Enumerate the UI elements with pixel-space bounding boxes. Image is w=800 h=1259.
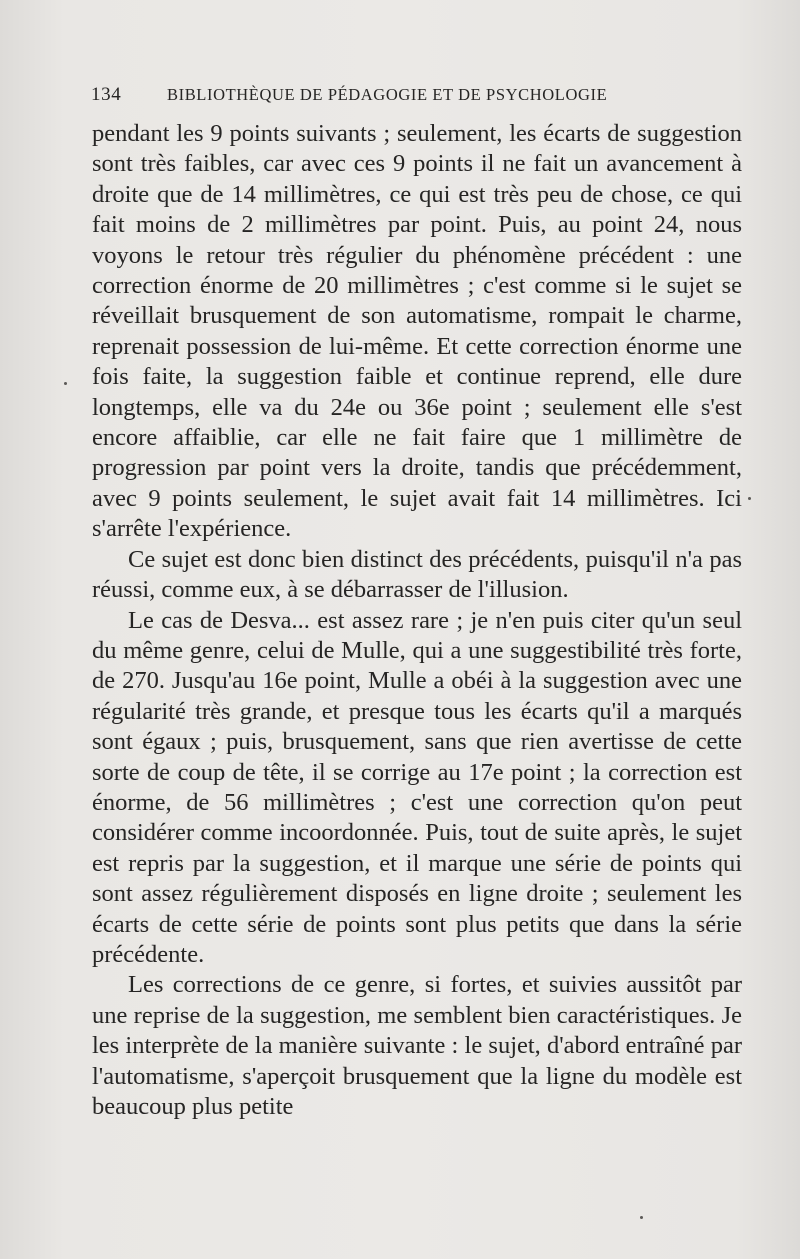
paragraph: Ce sujet est donc bien distinct des précédents, puisqu'il n'a pas réussi, comme eux, à se débarrasser de l'illusion. <box>92 545 742 604</box>
page-header <box>91 84 751 112</box>
page-number: 134 <box>91 84 122 105</box>
paper-speck <box>640 1216 643 1219</box>
paper-speck <box>64 382 67 385</box>
body-text <box>92 119 742 1122</box>
paper-speck <box>748 497 751 500</box>
paragraph: Les corrections de ce genre, si fortes, et suivies aussitôt par une reprise de la suggestion, me semblent bien caractéristiques. Je les interprète de la manière suivante : le sujet, d'abord entraîné par l'automatisme, s'aperçoit brusquement que la ligne du modèle est beaucoup plus petite <box>92 971 742 1120</box>
paragraph-continued: pendant les 9 points suivants ; seulement, les écarts de suggestion sont très faibles, car avec ces 9 points il ne fait un avancement à droite que de 14 millimètres, ce qui est très peu de chose, ce qui fait moins de 2 millimètres par point. Puis, au point 24, nous voyons le retour très régulier du phénomène précédent : une correction énorme de 20 millimètres ; c'est comme si le sujet se réveillait brusquement de son automatisme, rompait le charme, reprenait possession de lui-même. Et cette correction énorme une fois faite, la suggestion faible et continue reprend, elle dure longtemps, elle va du 24e ou 36e point ; seulement elle s'est encore affaiblie, car elle ne fait faire que 1 millimètre de progression par point vers la droite, tandis que précédemment, avec 9 points seulement, le sujet avait fait 14 millimètres. Ici s'arrête l'expérience. <box>92 120 742 543</box>
paragraph: Le cas de Desva... est assez rare ; je n'en puis citer qu'un seul du même genre, celui de Mulle, qui a une suggestibilité très forte, de 270. Jusqu'au 16e point, Mulle a obéi à la suggestion avec une régularité très grande, et presque tous les écarts qu'il a marqués sont égaux ; puis, brusquement, sans que rien avertisse de cette sorte de coup de tête, il se corrige au 17e point ; la correction est énorme, de 56 millimètres ; c'est une correction qu'on peut considérer comme incoordonnée. Puis, tout de suite après, le sujet est repris par la suggestion, et il marque une série de points qui sont assez régulièrement disposés en ligne droite ; seulement les écarts de cette série de points sont plus petits que dans la série précédente. <box>92 606 742 968</box>
running-title: BIBLIOTHÈQUE DE PÉDAGOGIE ET DE PSYCHOLOGIE <box>167 85 608 104</box>
